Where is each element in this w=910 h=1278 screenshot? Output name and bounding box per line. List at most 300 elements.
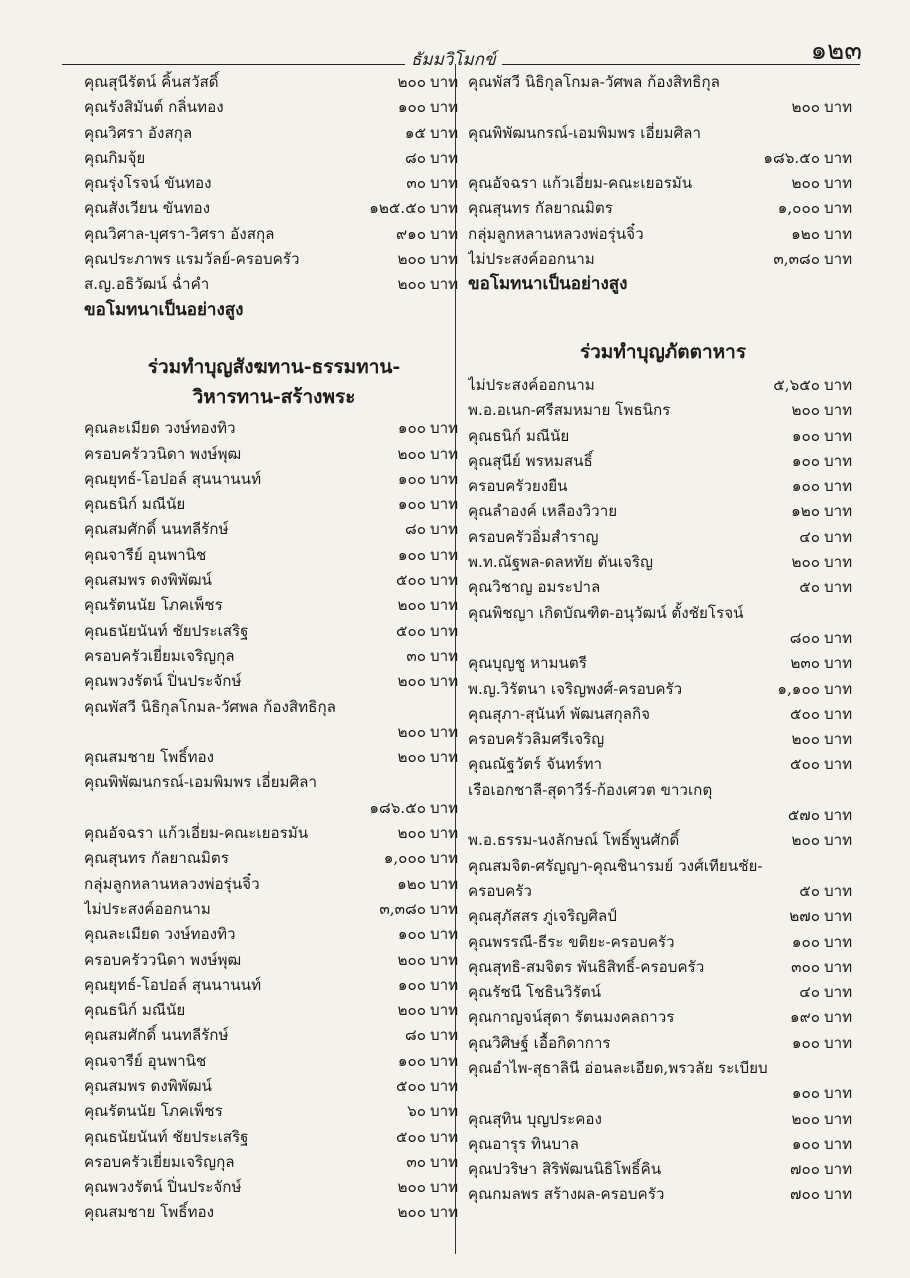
donation-amount: ๑๒๐ — [791, 224, 820, 243]
donor-row — [468, 449, 858, 474]
donation-amount: ๒๐๐ — [791, 553, 820, 572]
donor-name — [84, 720, 316, 745]
donor-row — [468, 752, 858, 777]
donor-row — [468, 1081, 858, 1106]
donation-amount: ๑๐๐ — [397, 1051, 426, 1070]
currency-unit: บาท — [430, 199, 459, 218]
currency-unit: บาท — [430, 520, 459, 539]
currency-unit: บาท — [430, 1076, 459, 1095]
currency-unit: บาท — [430, 123, 459, 142]
currency-unit: บาท — [430, 1127, 459, 1146]
donor-name: คุณสุทธิ-สมจิตร พันธิสิทธิ์-ครอบครัว — [468, 957, 705, 976]
donor-name: คุณสุภา-สุนันท์ พัฒนสกุลกิจ — [468, 704, 651, 723]
donation-amount: ๘๐๐ — [789, 628, 820, 647]
donor-name: คุณรัตนนัย โภคเพ็ชร — [84, 1102, 223, 1121]
donor-row — [468, 879, 858, 904]
donation-amount: ๒๐๐ — [397, 275, 426, 294]
donor-name: คุณสมศักดิ์ นนทลีรักษ์ — [84, 520, 229, 539]
donor-name: คุณพวงรัตน์ ปิ่นประจักษ์ — [84, 1178, 242, 1197]
donation-amount: ๑๘๖.๕๐ — [763, 148, 820, 167]
currency-unit: บาท — [430, 925, 459, 944]
donation-amount: ๒๐๐ — [397, 672, 426, 691]
donation-amount: ๑๐๐ — [397, 469, 426, 488]
donor-name: คุณจารีย์ อุนพานิช — [84, 545, 207, 564]
currency-unit: บาท — [824, 932, 853, 951]
donation-amount: ๑๐๐ — [791, 1134, 820, 1153]
donor-row — [468, 601, 858, 626]
donor-row — [84, 1099, 464, 1124]
currency-unit: บาท — [430, 469, 459, 488]
donation-amount: ๒๐๐ — [397, 73, 426, 91]
left-main-list — [84, 416, 464, 1226]
currency-unit: บาท — [430, 798, 459, 817]
donor-row — [468, 1005, 858, 1030]
donor-name: ครอบครัวลิมศรีเจริญ — [468, 730, 605, 749]
donor-row — [468, 95, 858, 120]
currency-unit: บาท — [430, 596, 459, 615]
donor-name: พ.อ.ธรรม-นงลักษณ์ โพธิ์พูนศักดิ์ — [468, 831, 680, 850]
right-top-list — [468, 70, 858, 272]
donor-row — [84, 948, 464, 973]
donation-amount: ๑๒๐ — [791, 502, 820, 521]
donor-row — [84, 272, 464, 297]
currency-unit: บาท — [824, 755, 853, 774]
donor-row — [84, 517, 464, 542]
currency-unit: บาท — [824, 250, 853, 269]
donation-amount: ๑๐๐ — [791, 1033, 820, 1052]
donor-row — [84, 171, 464, 196]
currency-unit: บาท — [430, 1152, 459, 1171]
donor-name: คุณประภาพร แรมวัลย์-ครอบครัว — [84, 250, 300, 269]
donation-amount: ๓๐ — [406, 1152, 426, 1171]
left-section-title-line1: ร่วมทำบุญสังฆทาน-ธรรมทาน- — [147, 356, 401, 379]
donor-row — [468, 904, 858, 929]
donation-amount: ๑๐๐ — [791, 932, 820, 951]
donor-row — [84, 973, 464, 998]
donor-name: เรือเอกชาลี-สุดาวีร์-ก้องเศวต ขาวเกตุ — [468, 780, 713, 799]
donation-amount: ๒๓๐ — [790, 654, 820, 673]
donor-row — [468, 778, 858, 803]
donation-amount: ๑๐๐ — [397, 495, 426, 514]
currency-unit: บาท — [430, 950, 459, 969]
donor-name: คุณกมลพร สร้างผล-ครอบครัว — [468, 1185, 665, 1204]
donor-name: คุณสมพร ดงพิพัฒน์ — [84, 1076, 212, 1095]
left-top-list — [84, 70, 464, 298]
donation-amount: ๔๐ — [799, 983, 820, 1002]
donor-name: ครอบครัววนิดา พงษ์พุฒ — [84, 444, 242, 463]
donor-row — [84, 222, 464, 247]
currency-unit: บาท — [824, 806, 853, 825]
donor-row — [468, 1056, 858, 1081]
currency-unit: บาท — [430, 621, 459, 640]
currency-unit: บาท — [824, 881, 853, 900]
donation-amount: ๒๐๐ — [791, 174, 820, 193]
currency-unit: บาท — [824, 628, 853, 647]
donor-row — [468, 930, 858, 955]
donation-amount: ๒๐๐ — [397, 596, 426, 615]
currency-unit: บาท — [824, 426, 853, 445]
donor-name: คุณอำไพ-สุธาลินี อ่อนละเอียด,พรวลัย ระเบียบ — [468, 1058, 768, 1077]
currency-unit: บาท — [430, 1203, 459, 1222]
currency-unit: บาท — [824, 451, 853, 470]
donor-row — [84, 770, 464, 795]
donation-amount: ๒๐๐ — [791, 401, 820, 420]
currency-unit: บาท — [430, 571, 459, 590]
donor-name: คุณธนัยนันท์ ชัยประเสริฐ — [84, 1127, 249, 1146]
currency-unit: บาท — [430, 899, 459, 918]
donor-row — [84, 95, 464, 120]
donor-row — [84, 1125, 464, 1150]
donation-amount: ๕๐๐ — [789, 755, 820, 774]
donation-amount: ๓,๓๘๐ — [773, 250, 820, 269]
donor-name: คุณบุญชู หามนตรี — [468, 654, 587, 673]
currency-unit: บาท — [430, 545, 459, 564]
donor-row — [84, 872, 464, 897]
currency-unit: บาท — [824, 148, 853, 167]
donation-amount: ๑๒๐ — [397, 874, 426, 893]
currency-unit: บาท — [824, 1033, 853, 1052]
currency-unit: บาท — [430, 495, 459, 514]
donor-name: ส.ญ.อธิวัฒน์ ฉ่ำคำ — [84, 275, 210, 294]
donor-row — [84, 70, 464, 95]
currency-unit: บาท — [430, 419, 459, 438]
donor-row — [84, 821, 464, 846]
donor-row — [468, 247, 858, 272]
donation-amount: ๘๐ — [405, 148, 426, 167]
donation-amount: ๒๐๐ — [397, 824, 426, 843]
donation-amount: ๑๐๐ — [397, 545, 426, 564]
donation-amount: ๑๐๐ — [397, 975, 426, 994]
donor-name: คุณวิศรา อังสกุล — [84, 123, 193, 142]
donation-amount: ๒๐๐ — [791, 98, 820, 117]
donation-amount: ๑๘๖.๕๐ — [369, 798, 426, 817]
donation-amount: ๕๗๐ — [787, 806, 820, 825]
left-column — [84, 70, 464, 1226]
donor-row — [468, 677, 858, 702]
donor-name: คุณพรรณี-ธีระ ขติยะ-ครอบครัว — [468, 932, 675, 951]
donor-name: คุณกิมจุ้ย — [84, 148, 146, 167]
donor-name: คุณพิพัฒนกรณ์-เอมพิมพร เอี่ยมศิลา — [468, 123, 701, 142]
donor-name: คุณวิศิษฐ์ เอื้อกิดาการ — [468, 1033, 611, 1052]
donor-name — [468, 803, 710, 828]
donor-row — [84, 442, 464, 467]
donor-row — [468, 373, 858, 398]
right-main-list — [468, 373, 858, 1208]
donor-row — [468, 1157, 858, 1182]
donor-name: คุณสมชาย โพธิ์ทอง — [84, 1203, 215, 1222]
donor-row — [468, 171, 858, 196]
donation-amount: ๒๐๐ — [397, 1178, 426, 1197]
currency-unit: บาท — [824, 224, 853, 243]
right-section-title: ร่วมทำบุญภัตตาหาร — [579, 340, 747, 363]
currency-unit: บาท — [824, 174, 853, 193]
currency-unit: บาท — [430, 874, 459, 893]
donation-amount: ๒๗๐ — [789, 907, 820, 926]
currency-unit: บาท — [430, 748, 459, 767]
donor-name: คุณสังเวียน ขันทอง — [84, 199, 211, 218]
currency-unit: บาท — [824, 1084, 853, 1103]
donor-row — [468, 1107, 858, 1132]
donation-amount: ๑๐๐ — [791, 1084, 820, 1103]
currency-unit: บาท — [430, 672, 459, 691]
currency-unit: บาท — [430, 1001, 459, 1020]
currency-unit: บาท — [430, 1051, 459, 1070]
donation-amount: ๗๐๐ — [790, 1160, 820, 1179]
donor-name: คุณสุนีย์ พรหมสนธิ์ — [468, 451, 593, 470]
donor-name: ไม่ประสงค์ออกนาม — [468, 250, 595, 269]
donor-name: คุณสุภัสสร ภู่เจริญศิลป์ — [468, 907, 617, 926]
donor-name: คุณอัจฉรา แก้วเอี่ยม-คณะเยอรมัน — [84, 824, 309, 843]
donor-name: คุณสมศักดิ์ นนทลีรักษ์ — [84, 1026, 229, 1045]
donation-amount: ๑๐๐ — [791, 426, 820, 445]
donor-row — [468, 196, 858, 221]
donor-row — [84, 146, 464, 171]
currency-unit: บาท — [824, 704, 853, 723]
donor-row — [84, 846, 464, 871]
donor-row — [468, 525, 858, 550]
donor-row — [468, 828, 858, 853]
currency-unit: บาท — [824, 907, 853, 926]
donor-row — [468, 499, 858, 524]
donor-row — [468, 702, 858, 727]
donor-name: คุณกาญจน์สุดา รัตนมงคลถาวร — [468, 1008, 675, 1027]
donor-name — [84, 796, 316, 821]
donor-row — [468, 1182, 858, 1207]
donor-row — [468, 575, 858, 600]
donor-name: ครอบครัว — [468, 881, 532, 900]
donor-name: คุณสมจิต-ศรัญญา-คุณชินารมย์ วงศ์เทียนชัย- — [468, 856, 763, 875]
donor-name: คุณอารุร ทินบาล — [468, 1134, 579, 1153]
donor-name: คุณสมพร ดงพิพัฒน์ — [84, 571, 212, 590]
donation-amount: ๓๐ — [406, 646, 426, 665]
donation-amount: ๘๐ — [405, 520, 426, 539]
donor-name: คุณวิชาญ อมระปาล — [468, 578, 601, 597]
donation-amount: ๔๐ — [799, 527, 820, 546]
donation-amount: ๗๐๐ — [790, 1185, 820, 1204]
donor-name: คุณยุทธ์-โอปอล์ สุนนานนท์ — [84, 469, 262, 488]
donor-row — [84, 1023, 464, 1048]
currency-unit: บาท — [430, 224, 459, 243]
currency-unit: บาท — [430, 975, 459, 994]
donor-name: คุณวิศาล-บุศรา-วิศรา อังสกุล — [84, 224, 275, 243]
donation-amount: ๑๐๐ — [397, 419, 426, 438]
donor-row — [468, 727, 858, 752]
donation-amount: ๑๐๐ — [791, 477, 820, 496]
currency-unit: บาท — [430, 824, 459, 843]
donor-name: คุณธนิก์ มณีนัย — [84, 495, 186, 514]
currency-unit: บาท — [430, 73, 459, 91]
donation-amount: ๒๐๐ — [397, 950, 426, 969]
donor-name: คุณพิพัฒนกรณ์-เอมพิมพร เอี่ยมศิลา — [84, 773, 317, 792]
donor-name: คุณรัตนนัย โภคเพ็ชร — [84, 596, 223, 615]
donor-row — [84, 1150, 464, 1175]
donor-name — [468, 626, 710, 651]
currency-unit: บาท — [824, 679, 853, 698]
donor-name: คุณธนิก์ มณีนัย — [84, 1001, 186, 1020]
donor-name: คุณรังสิมันต์ กลิ่นทอง — [84, 98, 224, 117]
currency-unit: บาท — [824, 375, 853, 394]
donor-row — [84, 796, 464, 821]
donation-amount: ๒๐๐ — [397, 1203, 426, 1222]
right-column — [468, 70, 858, 1208]
donor-name: คุณพวงรัตน์ ปิ่นประจักษ์ — [84, 672, 242, 691]
currency-unit: บาท — [824, 527, 853, 546]
donor-name: คุณลำองค์ เหลืองวิวาย — [468, 502, 618, 521]
donor-name: คุณจารีย์ อุนพานิช — [84, 1051, 207, 1070]
donation-amount: ๕๐๐ — [395, 1127, 426, 1146]
donor-row — [468, 1132, 858, 1157]
donation-amount: ๒๐๐ — [397, 1001, 426, 1020]
donor-row — [84, 619, 464, 644]
donor-row — [468, 70, 858, 95]
donation-amount: ๒๐๐ — [791, 730, 820, 749]
donor-row — [468, 121, 858, 146]
donor-row — [468, 146, 858, 171]
donor-name: ไม่ประสงค์ออกนาม — [84, 899, 211, 918]
currency-unit: บาท — [824, 199, 853, 218]
donation-amount: ๓,๓๘๐ — [379, 899, 426, 918]
donation-amount: ๒๐๐ — [791, 831, 820, 850]
donor-row — [84, 492, 464, 517]
currency-unit: บาท — [824, 553, 853, 572]
donor-row — [84, 247, 464, 272]
donor-name: พ.ท.ณัฐพล-ดลหทัย ตันเจริญ — [468, 553, 653, 572]
left-section-title-line2: วิหารทาน-สร้างพระ — [192, 386, 356, 409]
donor-name: คุณสุทิน บุญประคอง — [468, 1109, 602, 1128]
donor-name: ครอบครัวยงยืน — [468, 477, 568, 496]
donor-row — [468, 651, 858, 676]
donor-row — [84, 745, 464, 770]
donor-row — [84, 121, 464, 146]
donation-amount: ๑,๑๐๐ — [777, 679, 820, 698]
currency-unit: บาท — [824, 1160, 853, 1179]
donor-row — [84, 593, 464, 618]
donor-row — [84, 720, 464, 745]
currency-unit: บาท — [824, 401, 853, 420]
donor-row — [468, 626, 858, 651]
donation-amount: ๙๑๐ — [395, 224, 426, 243]
donation-amount: ๕,๖๕๐ — [773, 375, 820, 394]
donor-row — [84, 669, 464, 694]
right-thanks-heading: ขอโมทนาเป็นอย่างสูง — [468, 274, 628, 295]
currency-unit: บาท — [824, 1008, 853, 1027]
donation-amount: ๑๕ — [404, 123, 426, 142]
donor-name: กลุ่มลูกหลานหลวงพ่อรุ่นจิ๋ว — [468, 224, 644, 243]
donation-amount: ๕๐๐ — [789, 704, 820, 723]
donation-amount: ๕๐ — [799, 881, 820, 900]
donor-name: ไม่ประสงค์ออกนาม — [468, 375, 595, 394]
donor-name: คุณพัสวี นิธิกุลโกมล-วัศพล ก้องสิทธิกุล — [84, 697, 336, 716]
donation-amount: ๕๐๐ — [395, 1076, 426, 1095]
donation-amount: ๑,๐๐๐ — [383, 849, 426, 868]
currency-unit: บาท — [824, 477, 853, 496]
currency-unit: บาท — [824, 1185, 853, 1204]
donor-name: คุณปวริษา สิริพัฒนนิธิโพธิ์คิน — [468, 1160, 662, 1179]
donor-row — [468, 803, 858, 828]
donor-row — [468, 955, 858, 980]
donor-row — [468, 222, 858, 247]
currency-unit: บาท — [824, 578, 853, 597]
donor-name: คุณยุทธ์-โอปอล์ สุนนานนท์ — [84, 975, 262, 994]
donation-amount: ๒๐๐ — [397, 250, 426, 269]
donor-name: คุณณัฐวัตร์ จันทร์ทา — [468, 755, 603, 774]
page-number: ๑๒๓ — [810, 36, 862, 66]
donor-name: พ.อ.อเนก-ศรีสมหมาย โพธนิกร — [468, 401, 671, 420]
currency-unit: บาท — [430, 174, 459, 193]
donor-name: คุณสุนทร กัลยาณมิตร — [84, 849, 229, 868]
donor-row — [468, 550, 858, 575]
currency-unit: บาท — [430, 275, 459, 294]
donor-name: คุณธนัยนันท์ ชัยประเสริฐ — [84, 621, 249, 640]
donation-amount: ๑๐๐ — [791, 451, 820, 470]
currency-unit: บาท — [824, 983, 853, 1002]
donor-row — [84, 467, 464, 492]
currency-unit: บาท — [430, 98, 459, 117]
donation-amount: ๑๒๕.๕๐ — [369, 199, 426, 218]
donor-row — [84, 644, 464, 669]
donor-row — [84, 416, 464, 441]
currency-unit: บาท — [430, 849, 459, 868]
donor-name: คุณธนิก์ มณีนัย — [468, 426, 570, 445]
donor-row — [84, 1074, 464, 1099]
currency-unit: บาท — [430, 646, 459, 665]
donor-row — [84, 1200, 464, 1225]
donor-name: คุณสมชาย โพธิ์ทอง — [84, 748, 215, 767]
donor-row — [468, 1031, 858, 1056]
currency-unit: บาท — [824, 730, 853, 749]
donation-amount: ๒๐๐ — [791, 1109, 820, 1128]
donor-row — [84, 543, 464, 568]
currency-unit: บาท — [430, 1102, 459, 1121]
donation-amount: ๕๐ — [799, 578, 820, 597]
donor-row — [84, 1049, 464, 1074]
currency-unit: บาท — [824, 1134, 853, 1153]
donor-row — [468, 854, 858, 879]
donation-amount: ๕๐๐ — [395, 621, 426, 640]
donor-row — [84, 196, 464, 221]
left-thanks-heading: ขอโมทนาเป็นอย่างสูง — [84, 299, 244, 320]
donation-amount: ๑๐๐ — [397, 98, 426, 117]
currency-unit: บาท — [430, 722, 459, 741]
donor-name: ครอบครัวเยี่ยมเจริญกุล — [84, 646, 235, 665]
currency-unit: บาท — [824, 831, 853, 850]
currency-unit: บาท — [824, 1109, 853, 1128]
donor-name: ครอบครัวเยี่ยมเจริญกุล — [84, 1152, 235, 1171]
donor-name: คุณละเมียด วงษ์ทองทิว — [84, 925, 236, 944]
donor-row — [468, 980, 858, 1005]
donation-amount: ๓๐ — [406, 174, 426, 193]
currency-unit: บาท — [430, 444, 459, 463]
donor-row — [84, 695, 464, 720]
donor-name: คุณพิชญา เกิดบัณฑิต-อนุวัฒน์ ตั้งชัยโรจน์ — [468, 603, 744, 622]
donor-row — [84, 922, 464, 947]
donor-name: คุณรัชนี โชธินวิรัตน์ — [468, 983, 601, 1002]
donation-amount: ๒๐๐ — [397, 748, 426, 767]
donor-name — [468, 1081, 710, 1106]
currency-unit: บาท — [824, 957, 853, 976]
donor-row — [84, 998, 464, 1023]
donation-amount: ๕๐๐ — [395, 571, 426, 590]
donor-row — [84, 568, 464, 593]
donor-name: คุณรุ่งโรจน์ ขันทอง — [84, 174, 212, 193]
donor-name: ครอบครัววนิดา พงษ์พุฒ — [84, 950, 242, 969]
donor-row — [468, 398, 858, 423]
donor-name — [468, 146, 710, 171]
currency-unit: บาท — [430, 1178, 459, 1197]
donor-name: คุณสุนีรัตน์ คิ้นสวัสดิ์ — [84, 73, 219, 91]
currency-unit: บาท — [430, 250, 459, 269]
donation-amount: ๑๙๐ — [789, 1008, 820, 1027]
